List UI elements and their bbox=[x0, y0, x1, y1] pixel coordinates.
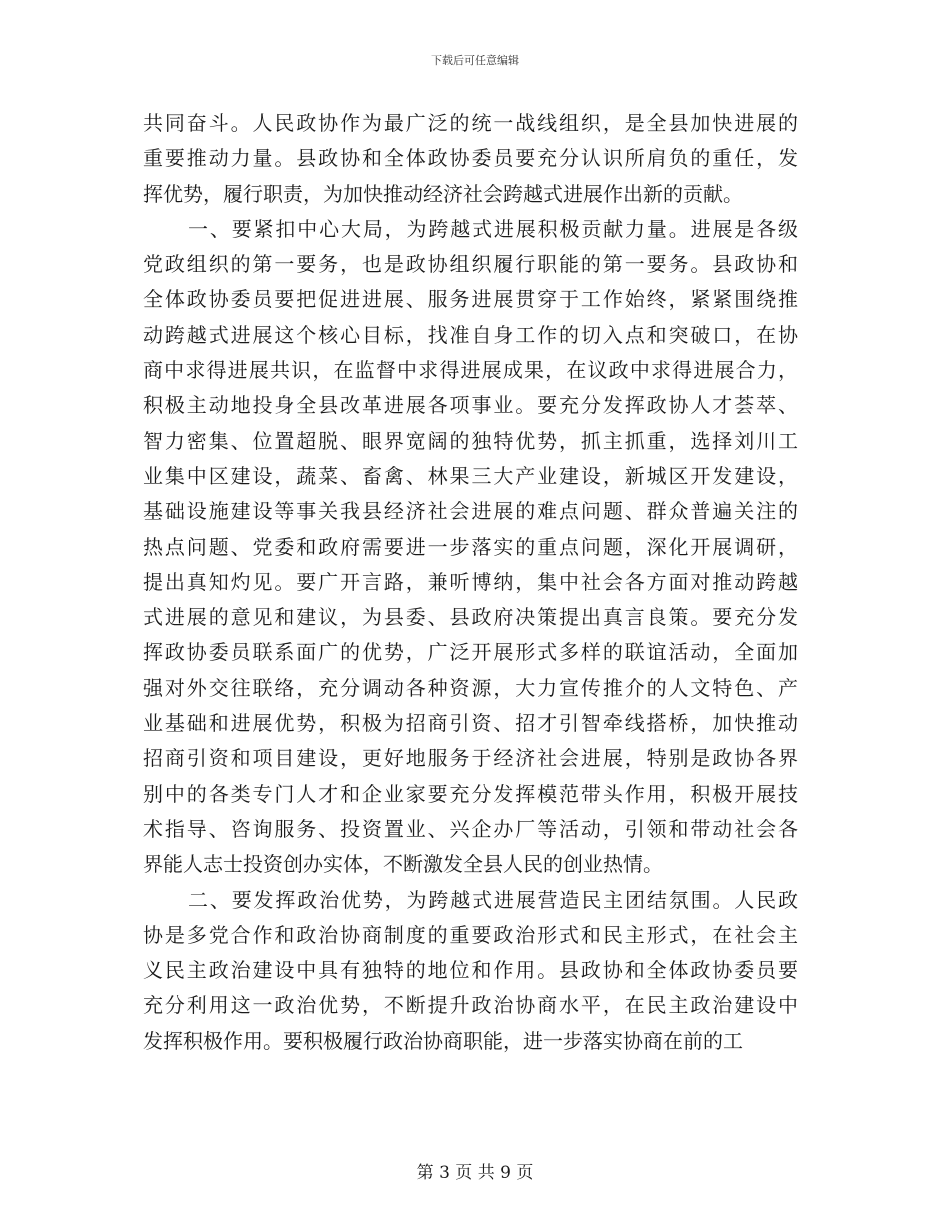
document-body bbox=[143, 106, 798, 1059]
paragraph-2-line: 业基础和进展优势，积极为招商引资、招才引智牵线搭桥，加快推动 bbox=[143, 711, 798, 736]
paragraph-1-line: 挥优势，履行职责，为加快推动经济社会跨越式进展作出新的贡献。 bbox=[143, 181, 743, 206]
paragraph-3-line: 发挥积极作用。要积极履行政治协商职能，进一步落实协商在前的工 bbox=[143, 1028, 743, 1053]
paragraph-2-line: 基础设施建设等事关我县经济社会进展的难点问题、群众普遍关注的 bbox=[143, 499, 798, 524]
paragraph-2-line: 提出真知灼见。要广开言路，兼听博纳，集中社会各方面对推动跨越 bbox=[143, 569, 798, 594]
paragraph-2-line: 招商引资和项目建设，更好地服务于经济社会进展，特别是政协各界 bbox=[143, 746, 798, 771]
paragraph-2-line: 积极主动地投身全县改革进展各项事业。要充分发挥政协人才荟萃、 bbox=[143, 393, 798, 418]
paragraph-2-line: 智力密集、位置超脱、眼界宽阔的独特优势，抓主抓重，选择刘川工 bbox=[143, 428, 798, 453]
paragraph-2-line: 术指导、咨询服务、投资置业、兴企办厂等活动，引领和带动社会各 bbox=[143, 816, 798, 841]
paragraph-2-line: 强对外交往联络，充分调动各种资源，大力宣传推介的人文特色、产 bbox=[143, 675, 798, 700]
paragraph-3-line: 协是多党合作和政治协商制度的重要政治形式和民主形式，在社会主 bbox=[143, 922, 798, 947]
paragraph-2-line: 业集中区建设，蔬菜、畜禽、林果三大产业建设，新城区开发建设， bbox=[143, 463, 798, 488]
paragraph-2-line: 全体政协委员要把促进进展、服务进展贯穿于工作始终，紧紧围绕推 bbox=[143, 287, 798, 312]
paragraph-3-line: 义民主政治建设中具有独特的地位和作用。县政协和全体政协委员要 bbox=[143, 958, 798, 983]
paragraph-3-line: 二、要发挥政治优势，为跨越式进展营造民主团结氛围。人民政 bbox=[188, 887, 798, 912]
paragraph-2-line: 界能人志士投资创办实体，不断激发全县人民的创业热情。 bbox=[143, 852, 663, 877]
paragraph-2-line: 动跨越式进展这个核心目标，找准自身工作的切入点和突破口，在协 bbox=[143, 322, 798, 347]
paragraph-2-line: 党政组织的第一要务，也是政协组织履行职能的第一要务。县政协和 bbox=[143, 252, 798, 277]
paragraph-2-line: 热点问题、党委和政府需要进一步落实的重点问题，深化开展调研， bbox=[143, 534, 798, 559]
paragraph-3-line: 充分利用这一政治优势，不断提升政治协商水平，在民主政治建设中 bbox=[143, 993, 798, 1018]
page-number: 第 3 页 共 9 页 bbox=[416, 1163, 534, 1183]
paragraph-2-line: 式进展的意见和建议，为县委、县政府决策提出真言良策。要充分发 bbox=[143, 605, 798, 630]
paragraph-1-line: 共同奋斗。人民政协作为最广泛的统一战线组织，是全县加快进展的 bbox=[143, 111, 798, 135]
paragraph-2-line: 一、要紧扣中心大局，为跨越式进展积极贡献力量。进展是各级 bbox=[188, 216, 798, 241]
paragraph-2-line: 别中的各类专门人才和企业家要充分发挥模范带头作用，积极开展技 bbox=[143, 781, 798, 806]
paragraph-2-line: 挥政协委员联系面广的优势，广泛开展形式多样的联谊活动，全面加 bbox=[143, 640, 798, 665]
paragraph-1-line: 重要推动力量。县政协和全体政协委员要充分认识所肩负的重任，发 bbox=[143, 146, 798, 171]
page-header: 下载后可任意编辑 bbox=[431, 54, 519, 67]
paragraph-2-line: 商中求得进展共识，在监督中求得进展成果，在议政中求得进展合力， bbox=[143, 358, 798, 383]
